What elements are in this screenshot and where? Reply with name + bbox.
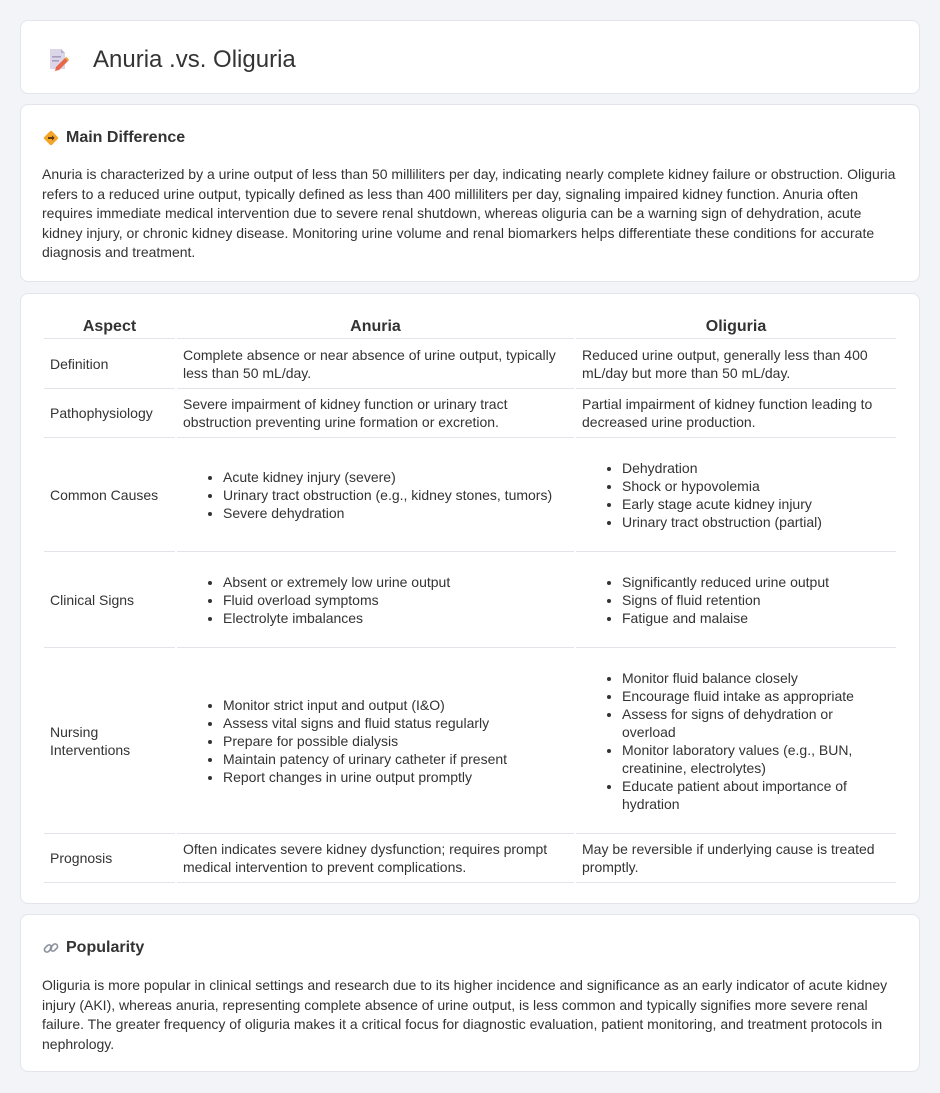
popularity-title: Popularity: [66, 939, 145, 956]
anuria-signs-list: [183, 573, 568, 627]
aspect-cell: Definition: [44, 339, 175, 389]
comparison-card: [20, 293, 920, 904]
aspect-cell: Nursing Interventions: [44, 648, 175, 834]
header-oliguria: Oliguria: [576, 316, 896, 339]
list-item: • Electrolyte imbalances: [223, 609, 568, 627]
popularity-text: Oliguria is more popular in clinical settings and research due to its higher incidence and significance as an early indicator of acute kidney injury (AKI), whereas anuria, representing complete absence of urine output, is less common and typically signifies more severe renal failure. The greater frequency of oliguria makes it a critical focus for diagnostic evaluation, patient monitoring, and treatment protocols in nephrology.: [42, 977, 888, 1052]
oliguria-signs-list: [582, 573, 890, 627]
page-title: Anuria .vs. Oliguria: [93, 46, 296, 73]
list-item: • Signs of fluid retention: [622, 591, 890, 609]
anuria-causes-list: [183, 468, 568, 522]
list-item: • Assess vital signs and fluid status regularly: [223, 714, 568, 732]
list-item: • Monitor fluid balance closely: [622, 669, 890, 687]
anuria-cell: Often indicates severe kidney dysfunction; requires prompt medical intervention to prevent complications.: [177, 834, 574, 883]
list-item: • Absent or extremely low urine output: [223, 573, 568, 591]
anuria-interventions-list: [183, 696, 568, 786]
oliguria-cell: May be reversible if underlying cause is treated promptly.: [576, 834, 896, 883]
list-item: • Monitor laboratory values (e.g., BUN, creatinine, electrolytes): [622, 741, 890, 777]
main-difference-text: Anuria is characterized by a urine output of less than 50 milliliters per day, indicating nearly complete kidney failure or obstruction. Oliguria refers to a reduced urine output, typically defined as less than 400 milliliters per day, signaling impaired kidney function. Anuria often requires immediate medical intervention due to severe renal shutdown, whereas oliguria can be a warning sign of dehydration, acute kidney injury, or chronic kidney disease. Monitoring urine volume and renal biomarkers helps differentiate these conditions for accurate diagnosis and treatment.: [42, 166, 896, 261]
oliguria-cell: Reduced urine output, generally less than 400 mL/day but more than 50 mL/day.: [576, 339, 896, 389]
anuria-cell: [177, 552, 574, 648]
list-item: • Urinary tract obstruction (e.g., kidney stones, tumors): [223, 486, 568, 504]
table-row: [44, 339, 896, 389]
list-item: • Dehydration: [622, 459, 890, 477]
list-item: • Fluid overload symptoms: [223, 591, 568, 609]
aspect-cell: Clinical Signs: [44, 552, 175, 648]
oliguria-interventions-list: [582, 669, 890, 813]
list-item: • Shock or hypovolemia: [622, 477, 890, 495]
document-pencil-icon: [47, 47, 69, 71]
anuria-cell: [177, 438, 574, 552]
list-item: • Maintain patency of urinary catheter if present: [223, 750, 568, 768]
popularity-heading: [42, 937, 144, 959]
list-item: • Fatigue and malaise: [622, 609, 890, 627]
table-row: [44, 834, 896, 883]
list-item: • Severe dehydration: [223, 504, 568, 522]
table-header-row: [44, 316, 896, 339]
comparison-table: [42, 316, 898, 883]
oliguria-cell: [576, 438, 896, 552]
link-icon: [42, 939, 60, 957]
table-row: [44, 389, 896, 438]
list-item: • Early stage acute kidney injury: [622, 495, 890, 513]
list-item: • Significantly reduced urine output: [622, 573, 890, 591]
aspect-cell: Prognosis: [44, 834, 175, 883]
table-row: [44, 552, 896, 648]
anuria-cell: Complete absence or near absence of urine output, typically less than 50 mL/day.: [177, 339, 574, 389]
list-item: • Educate patient about importance of hydration: [622, 777, 890, 813]
main-difference-card: [20, 104, 920, 282]
popularity-card: [20, 914, 920, 1072]
header-anuria: Anuria: [177, 316, 574, 339]
list-item: • Monitor strict input and output (I&O): [223, 696, 568, 714]
aspect-cell: Common Causes: [44, 438, 175, 552]
header-aspect: Aspect: [44, 316, 175, 339]
oliguria-cell: [576, 648, 896, 834]
anuria-cell: [177, 648, 574, 834]
list-item: • Report changes in urine output promptly: [223, 768, 568, 786]
list-item: • Assess for signs of dehydration or overload: [622, 705, 890, 741]
list-item: • Prepare for possible dialysis: [223, 732, 568, 750]
list-item: • Urinary tract obstruction (partial): [622, 513, 890, 531]
table-row: [44, 648, 896, 834]
aspect-cell: Pathophysiology: [44, 389, 175, 438]
header-card: [20, 20, 920, 94]
main-difference-title: Main Difference: [66, 129, 186, 146]
diamond-signpost-icon: [42, 129, 60, 147]
anuria-cell: Severe impairment of kidney function or urinary tract obstruction preventing urine formation or excretion.: [177, 389, 574, 438]
oliguria-causes-list: [582, 459, 890, 531]
oliguria-cell: Partial impairment of kidney function leading to decreased urine production.: [576, 389, 896, 438]
oliguria-cell: [576, 552, 896, 648]
main-difference-heading: [42, 127, 185, 149]
list-item: • Acute kidney injury (severe): [223, 468, 568, 486]
table-row: [44, 438, 896, 552]
list-item: • Encourage fluid intake as appropriate: [622, 687, 890, 705]
